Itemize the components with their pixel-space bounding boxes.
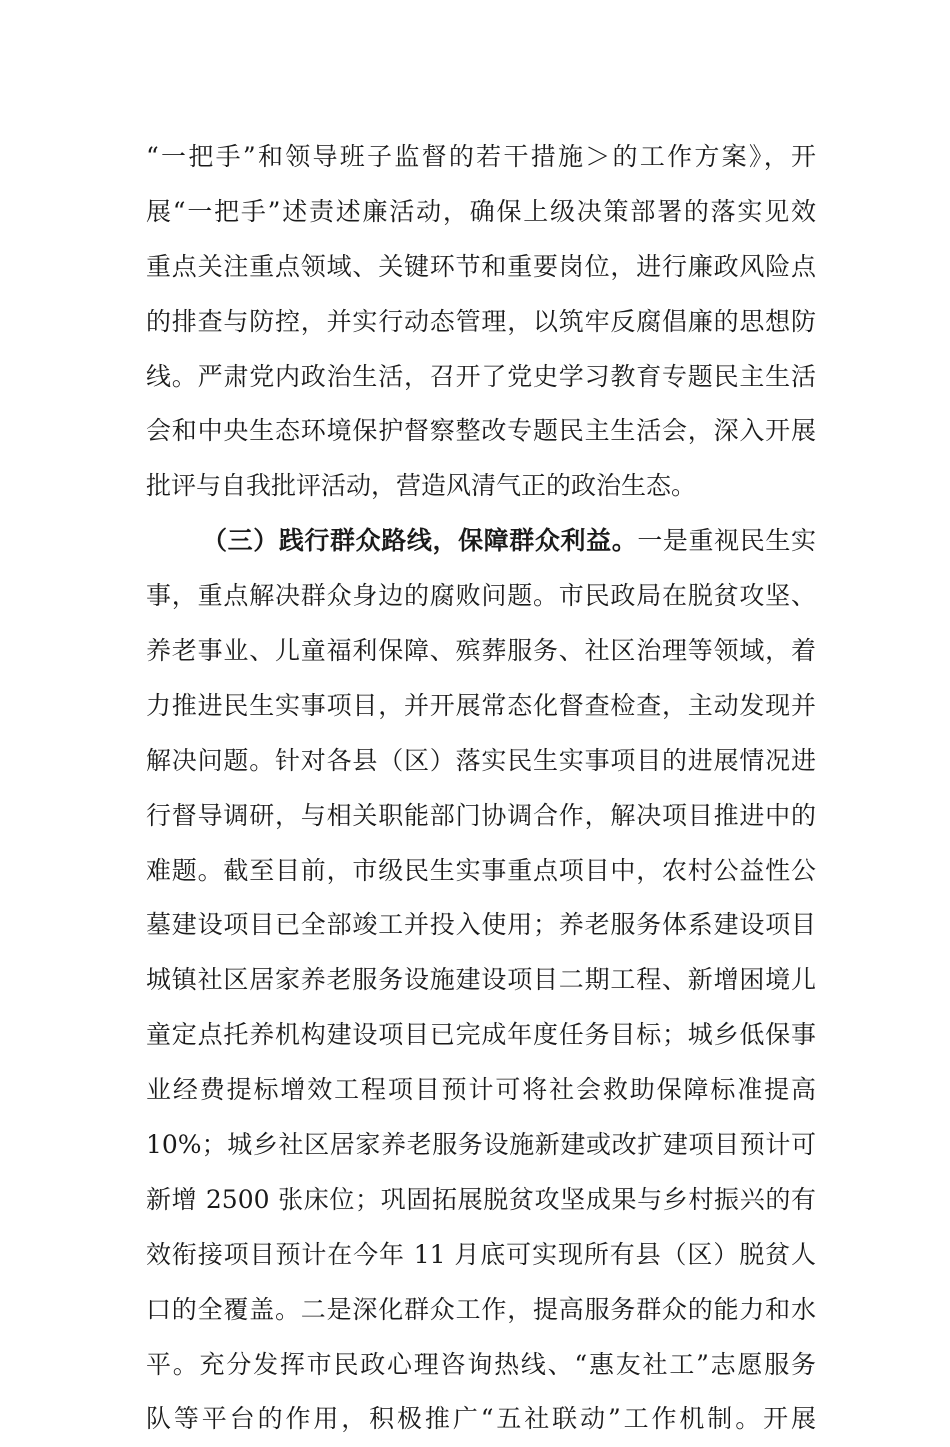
paragraph-1-line-7: 批评与自我批评活动，营造风清气正的政治生态。	[146, 471, 697, 501]
section-3-line-13: 新增 2500 张床位；巩固拓展脱贫攻坚成果与乡村振兴的有	[146, 1184, 816, 1214]
section-3-line-5: 解决问题。针对各县（区）落实民生实事项目的进展情况进	[146, 745, 816, 775]
section-3-line-15: 口的全覆盖。二是深化群众工作，提高服务群众的能力和水	[146, 1294, 816, 1324]
section-3-line-2: 事，重点解决群众身边的腐败问题。市民政局在脱贫攻坚、	[146, 581, 816, 611]
section-3-line-12: 10%；城乡社区居家养老服务设施新建或改扩建项目预计可	[146, 1130, 816, 1160]
section-3-first-line	[146, 514, 816, 569]
section-3-line-6: 行督导调研，与相关职能部门协调合作，解决项目推进中的	[146, 800, 816, 830]
paragraph-1-line-2: 展“一把手”述责述廉活动，确保上级决策部署的落实见效	[146, 196, 816, 226]
section-3-line-4: 力推进民生实事项目，并开展常态化督查检查，主动发现并	[146, 690, 816, 720]
section-3-line-14: 效衔接项目预计在今年 11 月底可实现所有县（区）脱贫人	[146, 1239, 816, 1269]
paragraph-1-line-1: “一把手”和领导班子监督的若干措施＞的工作方案》，开	[146, 142, 816, 171]
section-3-line-11: 业经费提标增效工程项目预计可将社会救助保障标准提高	[146, 1075, 816, 1105]
section-3-line-17: 队等平台的作用，积极推广“五社联动”工作机制。开展	[146, 1404, 816, 1434]
paragraph-1-line-6: 会和中央生态环境保护督察整改专题民主生活会，深入开展	[146, 416, 816, 446]
section-3-line-16: 平。充分发挥市民政心理咨询热线、“惠友社工”志愿服务	[146, 1349, 816, 1379]
paragraph-1-line-5: 线。严肃党内政治生活，召开了党史学习教育专题民主生活	[146, 361, 816, 391]
section-3-heading: （三）践行群众路线，保障群众利益。	[202, 526, 638, 556]
paragraph-1-line-3: 重点关注重点领域、关键环节和重要岗位，进行廉政风险点	[146, 251, 816, 281]
paragraph-1-line-4: 的排查与防控，并实行动态管理，以筑牢反腐倡廉的思想防	[146, 306, 816, 336]
section-3-line-3: 养老事业、儿童福利保障、殡葬服务、社区治理等领域，着	[146, 636, 816, 666]
section-3-first-line-text: 一是重视民生实	[637, 526, 816, 556]
section-3-line-9: 城镇社区居家养老服务设施建设项目二期工程、新增困境儿	[146, 965, 816, 995]
section-3-line-7: 难题。截至目前，市级民生实事重点项目中，农村公益性公	[146, 855, 816, 885]
section-3-line-8: 墓建设项目已全部竣工并投入使用；养老服务体系建设项目	[146, 910, 816, 940]
section-3-line-10: 童定点托养机构建设项目已完成年度任务目标；城乡低保事	[146, 1020, 816, 1050]
document-body	[146, 130, 816, 1447]
